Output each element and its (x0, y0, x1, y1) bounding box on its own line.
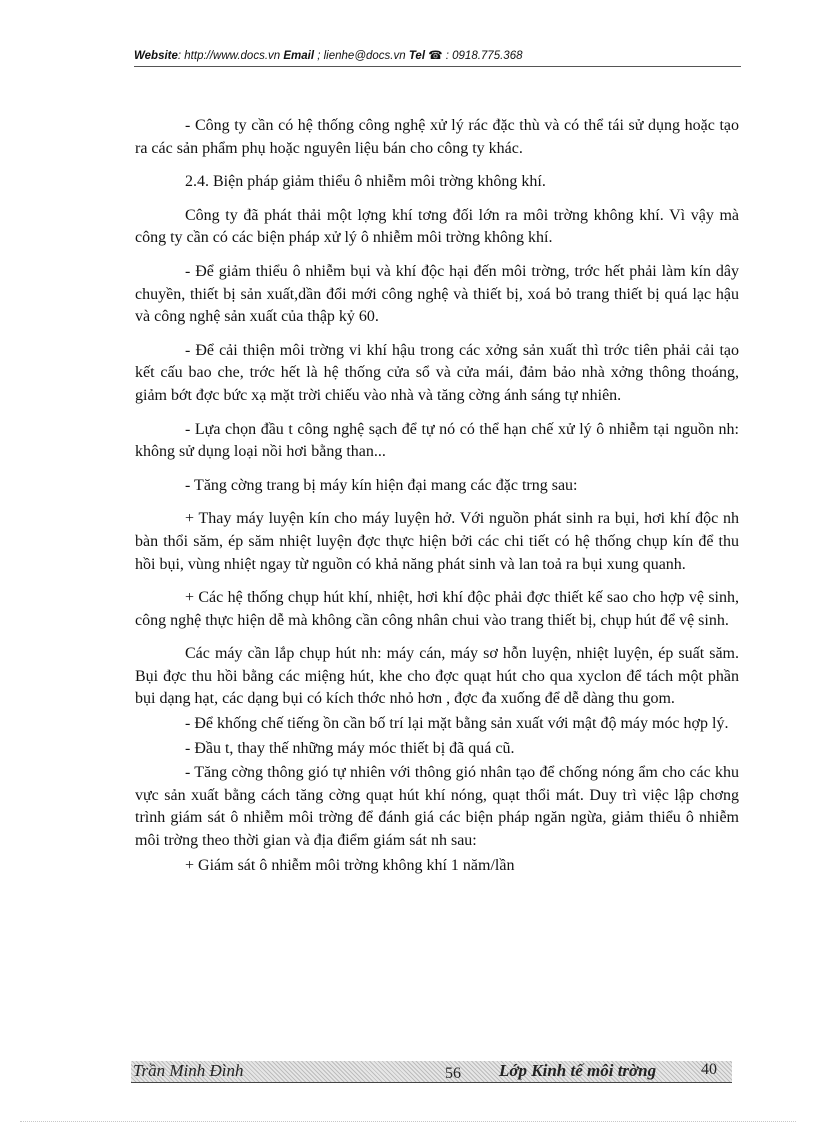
email-label: Email (283, 50, 315, 62)
footer-course-number: 40 (701, 1061, 717, 1078)
paragraph: - Tăng cờng trang bị máy kín hiện đại mang các đặc trng sau: (185, 476, 578, 494)
body-text (135, 115, 739, 879)
paragraph: - Để giảm thiểu ô nhiễm bụi và khí độc hại đến môi trờng, trớc hết phải làm kín dây chuyền, thiết bị sản xuất,dần đổi mới công nghệ và thiết bị, xoá bỏ trang thiết bị quá lạc hậu và công nghệ sản xuất của thập kỷ 60. (135, 262, 739, 326)
header-divider (134, 66, 741, 67)
website-label: Website (134, 50, 178, 62)
tel-label: Tel (408, 50, 426, 62)
paragraph: - Để khống chế tiếng ồn cần bố trí lại mặt bằng sản xuất với mật độ máy móc hợp lý. (185, 715, 729, 733)
paragraph: Công ty đã phát thải một lợng khí tơng đối lớn ra môi trờng không khí. Vì vậy mà công ty cần có các biện pháp xử lý ô nhiễm môi trờng không khí. (135, 206, 739, 247)
paragraph: - Đầu t, thay thế những máy móc thiết bị đã quá cũ. (185, 739, 515, 757)
page-number: 56 (445, 1065, 461, 1082)
paragraph: + Thay máy luyện kín cho máy luyện hở. Với nguồn phát sinh ra bụi, hơi khí độc nh bàn thổi săm, ép săm nhiệt luyện đợc thực hiện bởi các chi tiết có hệ thống chụp kín để thu hồi bụi, vùng nhiệt ngay từ nguồn có khả năng phát sinh và lan toả ra bụi xung quanh. (135, 510, 739, 573)
website-url: : http://www.docs.vn (177, 50, 284, 62)
page-bottom-border (20, 1121, 796, 1122)
section-heading: 2.4. Biện pháp giảm thiểu ô nhiễm môi trờng không khí. (185, 173, 546, 191)
paragraph: - Tăng cờng thông gió tự nhiên với thông gió nhân tạo để chống nóng ẩm cho các khu vực sản xuất bằng cách tăng cờng quạt hút khí nóng, quạt thổi mát. Duy trì việc lập chơng trình giám sát ô nhiễm môi trờng để đánh giá các biện pháp ngăn ngừa, giảm thiểu ô nhiễm môi trờng theo thời gian và địa điểm giám sát nh sau: (135, 764, 739, 850)
paragraph: + Các hệ thống chụp hút khí, nhiệt, hơi khí độc phải đợc thiết kế sao cho hợp vệ sinh, công nghệ thực hiện dễ mà không cần công nhân chui vào trang thiết bị, chụp hút để vệ sinh. (135, 589, 739, 629)
page-footer (131, 1061, 732, 1083)
footer-course: Lớp Kinh tế môi trờng (499, 1061, 657, 1080)
page-header (134, 48, 734, 66)
footer-author: Trần Minh Đình (133, 1061, 244, 1080)
paragraph: Các máy cần lắp chụp hút nh: máy cán, máy sơ hỗn luyện, nhiệt luyện, ép suất săm. Bụi đợc thu hồi bằng các miệng hút, khe cho đợc quạt hút cho qua xyclon để tách một phần bụi dạng hạt, các dạng bụi có kích thớc nhỏ hơn , đợc đa xuống để dễ dàng thu gom. (135, 645, 739, 708)
email-address: ; lienhe@docs.vn (314, 50, 409, 62)
paragraph: - Lựa chọn đầu t công nghệ sạch để tự nó có thể hạn chế xử lý ô nhiễm tại nguồn nh: không sử dụng loại nồi hơi bằng than... (135, 420, 739, 461)
paragraph: + Giám sát ô nhiễm môi trờng không khí 1 năm/lần (185, 856, 515, 874)
tel-number: ☎ : 0918.775.368 (425, 50, 523, 62)
paragraph: - Công ty cần có hệ thống công nghệ xử lý rác đặc thù và có thể tái sử dụng hoặc tạo ra các sản phẩm phụ hoặc nguyên liệu bán cho công ty khác. (135, 117, 739, 157)
paragraph: - Để cải thiện môi trờng vi khí hậu trong các xởng sản xuất thì trớc tiên phải cải tạo kết cấu bao che, trớc hết là hệ thống cửa sổ và cửa mái, đảm bảo nhà xởng thông thoáng, giảm bớt đợc bức xạ mặt trời chiếu vào nhà và tăng cờng ánh sáng tự nhiên. (135, 341, 739, 404)
